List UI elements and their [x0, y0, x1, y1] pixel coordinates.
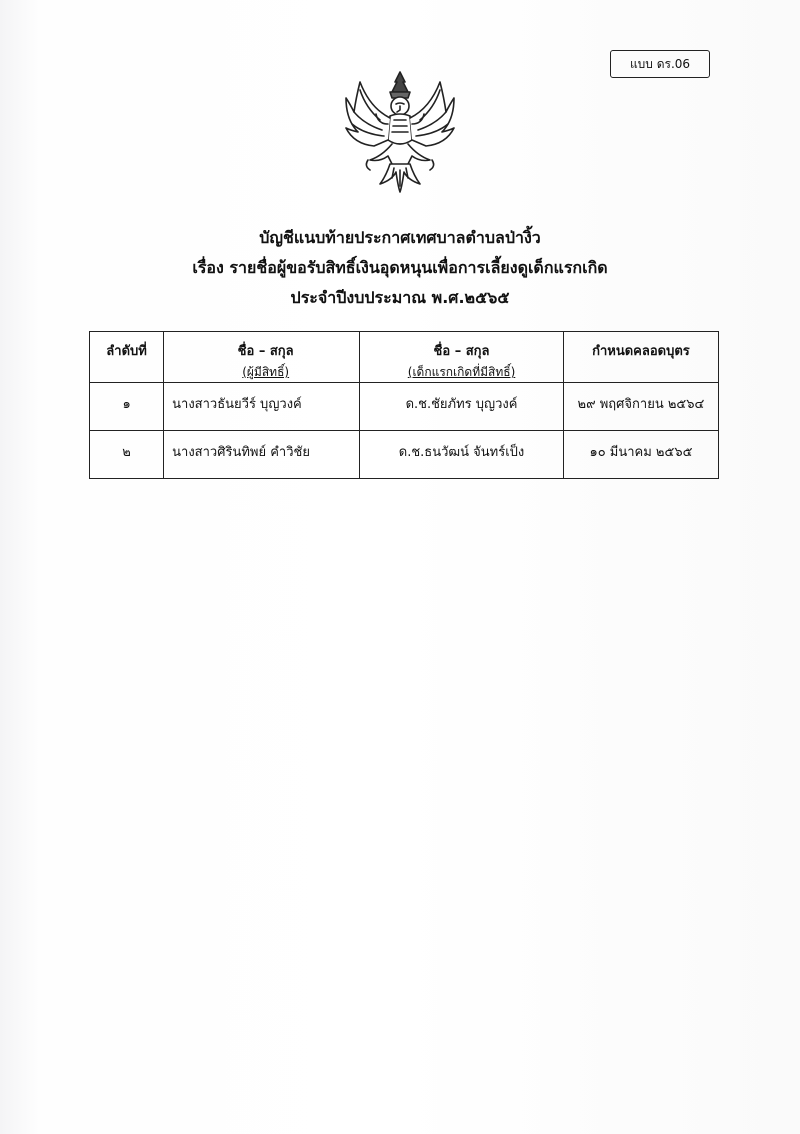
header-no — [90, 332, 164, 383]
garuda-emblem-icon — [340, 68, 460, 196]
header-parent-label: ชื่อ – สกุล — [237, 344, 294, 359]
row-no: ๒ — [90, 431, 164, 479]
header-no-label: ลำดับที่ — [106, 344, 147, 359]
row-parent-name: นางสาวธันยวีร์ บุญวงค์ — [164, 383, 360, 431]
header-child — [360, 332, 564, 383]
header-birth — [563, 332, 718, 383]
row-child-name: ด.ช.ชัยภัทร บุญวงค์ — [360, 383, 564, 431]
table-header-row — [90, 332, 719, 383]
table-row — [90, 431, 719, 479]
row-birth-date: ๑๐ มีนาคม ๒๕๖๕ — [563, 431, 718, 479]
beneficiary-table — [89, 331, 719, 479]
header-parent — [164, 332, 360, 383]
row-no: ๑ — [90, 383, 164, 431]
row-child-name: ด.ช.ธนวัฒน์ จันทร์เป็ง — [360, 431, 564, 479]
row-parent-name: นางสาวศิรินทิพย์ คำวิชัย — [164, 431, 360, 479]
header-birth-label: กำหนดคลอดบุตร — [592, 344, 690, 359]
title-line-3: ประจำปีงบประมาณ พ.ศ.๒๕๖๕ — [290, 288, 510, 307]
header-child-sub: (เด็กแรกเกิดที่มีสิทธิ์) — [407, 365, 516, 379]
header-parent-sub: (ผู้มีสิทธิ์) — [242, 365, 290, 379]
title-line-2: เรื่อง รายชื่อผู้ขอรับสิทธิ์เงินอุดหนุนเพื่อการเลี้ยงดูเด็กแรกเกิด — [192, 258, 608, 277]
row-birth-date: ๒๙ พฤศจิกายน ๒๕๖๔ — [563, 383, 718, 431]
form-code-box: แบบ ดร.06 — [610, 50, 710, 78]
table-row — [90, 383, 719, 431]
title-line-1: บัญชีแนบท้ายประกาศเทศบาลตำบลป่างิ้ว — [259, 228, 541, 247]
header-child-label: ชื่อ – สกุล — [433, 344, 490, 359]
